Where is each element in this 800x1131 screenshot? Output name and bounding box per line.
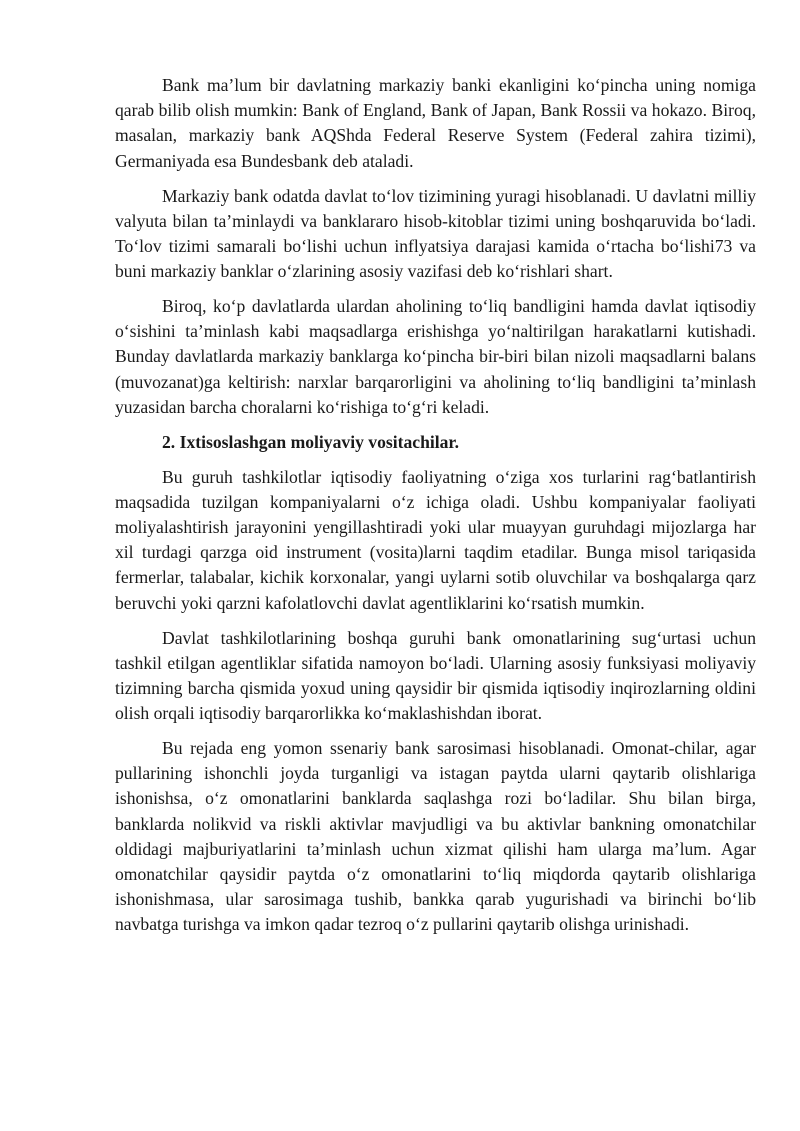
paragraph-deposit-insurance: Davlat tashkilotlarining boshqa guruhi bank omonatlarining sugʻurtasi uchun tashkil etilgan agentliklar sifatida namoyon boʻladi. Ularning asosiy funksiyasi moliyaviy tizimning barcha qismida yoxud uning qaysidir bir qismida iqtisodiy inqirozlarning oldini olish orqali iqtisodiy barqarorlikka koʻmaklashishdan iborat. [115,627,756,724]
document-body [115,73,756,947]
paragraph-payment-system: Markaziy bank odatda davlat toʻlov tizimining yuragi hisoblanadi. U davlatni milliy valyuta bilan taʼminlaydi va banklararo hisob-kitoblar tizimi uning boshqaruvida boʻladi. Toʻlov tizimi samarali boʻlishi uchun inflyatsiya darajasi kamida oʻrtacha boʻlishi73 va buni markaziy banklar oʻzlarining asosiy vazifasi deb koʻrishlari shart. [115,185,756,282]
paragraph-full-employment: Biroq, koʻp davlatlarda ulardan aholining toʻliq bandligini hamda davlat iqtisodiy oʻsishini taʼminlash kabi maqsadlarga erishishga yoʻnaltirilgan harakatlarni kutishadi. Bunday davlatlarda markaziy banklarga koʻpincha bir-biri bilan nizoli maqsadlarni balans (muvozanat)ga keltirish: narxlar barqarorligini va aholining toʻliq bandligini taʼminlash yuzasidan barcha choralarni koʻrishiga toʻgʻri keladi. [115,296,756,417]
paragraph-central-bank-names: Bank maʼlum bir davlatning markaziy banki ekanligini koʻpincha uning nomiga qarab bilib olish mumkin: Bank of England, Bank of Japan, Bank Rossii va hokazo. Biroq, masalan, markaziy bank AQShda Federal Reserve System (Federal zahira tizimi), Germaniyada esa Bundesbank deb ataladi. [115,75,756,171]
paragraph-bank-panic: Bu rejada eng yomon ssenariy bank sarosimasi hisoblanadi. Omonat-chilar, agar pullarining ishonchli joyda turganligi va istagan paytda ularni qaytarib olishlariga ishonishsa, oʻz omonatlarini banklarda saqlashga rozi boʻladilar. Shu bilan birga, banklarda nolikvid va riskli aktivlar mavjudligi va bu aktivlar bankning omonatchilar oldidagi majburiyatlarini taʼminlash uchun xizmat qilishi ham ularga maʼlum. Agar omonatchilar qaysidir paytda oʻz omonatlarini toʻliq miqdorda qaytarib olishlariga ishonishmasa, ular sarosimaga tushib, bankka qarab yugurishadi va birinchi boʻlib navbatga turishga va imkon qadar tezroq oʻz pullarini qaytarib olishga urinishadi. [115,738,756,935]
section-heading: 2. Ixtisoslashgan moliyaviy vositachilar. [162,431,460,452]
paragraph-specialized-intermediaries: Bu guruh tashkilotlar iqtisodiy faoliyatning oʻziga xos turlarini ragʻbatlantirish maqsadida tuzilgan kompaniyalarni oʻz ichiga oladi. Ushbu kompaniyalar faoliyati moliyalashtirish jarayonini yengillashtiradi yoki ular muayyan guruhdagi mijozlarga har xil turdagi qarzga oid instrument (vosita)larni taqdim etadilar. Bunga misol tariqasida fermerlar, talabalar, kichik korxonalar, yangi uylarni sotib oluvchilar va boshqalarga qarz beruvchi yoki qarzni kafolatlovchi davlat agentliklarini koʻrsatish mumkin. [115,466,756,613]
